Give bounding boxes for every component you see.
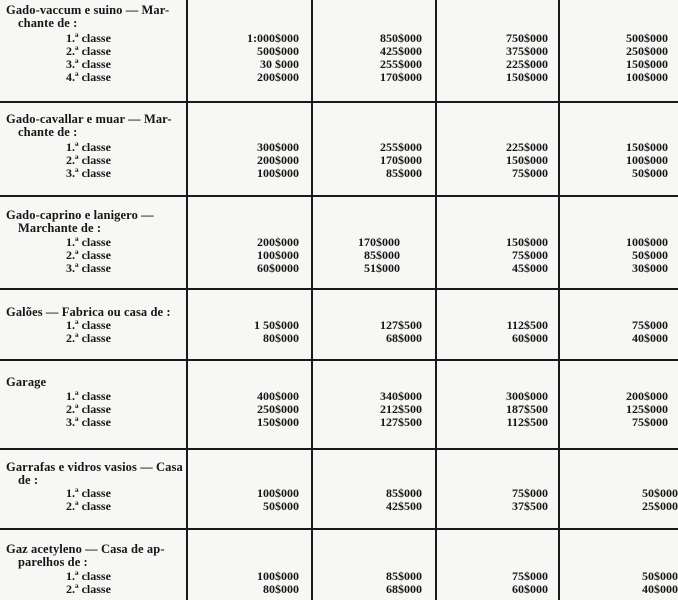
value-cell: 150$000 [626,57,668,71]
value-cell: 112$500 [506,318,548,332]
value-cell: 75$000 [512,569,548,583]
section-rule [0,528,678,530]
class-label: 2.ª classe [66,499,111,513]
value-cell: 200$000 [626,389,668,403]
value-cell: 50$000 [642,569,678,583]
value-cell: 200$000 [257,70,299,84]
value-cell: 51$000 [364,261,400,275]
class-label: 2.ª classe [66,44,111,58]
value-cell: 25$000 [642,499,678,513]
value-cell: 45$000 [512,261,548,275]
class-label: 1.ª classe [66,31,111,45]
value-cell: 75$000 [512,166,548,180]
value-cell: 85$000 [386,569,422,583]
value-cell: 50$000 [642,486,678,500]
value-cell: 150$000 [506,153,548,167]
value-cell: 75$000 [512,486,548,500]
value-cell: 300$000 [257,140,299,154]
value-cell: 425$000 [380,44,422,58]
value-cell: 150$000 [626,140,668,154]
value-cell: 85$000 [386,486,422,500]
class-label: 1.ª classe [66,235,111,249]
value-cell: 112$500 [506,415,548,429]
value-cell: 60$000 [512,582,548,596]
class-label: 3.ª classe [66,415,111,429]
value-cell: 500$000 [257,44,299,58]
value-cell: 212$500 [380,402,422,416]
class-label: 2.ª classe [66,582,111,596]
value-cell: 1:000$000 [247,31,299,45]
value-cell: 340$000 [380,389,422,403]
value-cell: 200$000 [257,235,299,249]
value-cell: 150$000 [257,415,299,429]
value-cell: 375$000 [506,44,548,58]
value-cell: 1 50$000 [254,318,299,332]
value-cell: 60$0000 [257,261,299,275]
class-label: 1.ª classe [66,486,111,500]
value-cell: 100$000 [626,70,668,84]
class-label: 1.ª classe [66,389,111,403]
value-cell: 85$000 [386,166,422,180]
value-cell: 125$000 [626,402,668,416]
value-cell: 100$000 [626,235,668,249]
value-cell: 250$000 [626,44,668,58]
column-rule [435,0,437,600]
class-label: 2.ª classe [66,402,111,416]
value-cell: 170$000 [380,153,422,167]
section-heading: Galões — Fabrica ou casa de : [6,305,171,319]
value-cell: 400$000 [257,389,299,403]
section-rule [0,288,678,290]
value-cell: 150$000 [506,70,548,84]
value-cell: 100$000 [257,486,299,500]
value-cell: 225$000 [506,57,548,71]
value-cell: 150$000 [506,235,548,249]
value-cell: 255$000 [380,57,422,71]
value-cell: 170$000 [358,235,400,249]
value-cell: 300$000 [506,389,548,403]
value-cell: 50$000 [632,248,668,262]
value-cell: 75$000 [632,415,668,429]
section-rule [0,195,678,197]
value-cell: 100$000 [626,153,668,167]
value-cell: 75$000 [512,248,548,262]
value-cell: 40$000 [632,331,668,345]
value-cell: 200$000 [257,153,299,167]
section-heading: Garrafas e vidros vasios — Casa de : [6,460,183,487]
class-label: 1.ª classe [66,569,111,583]
value-cell: 42$500 [386,499,422,513]
class-label: 1.ª classe [66,140,111,154]
value-cell: 68$000 [386,331,422,345]
class-label: 3.ª classe [66,57,111,71]
value-cell: 255$000 [380,140,422,154]
value-cell: 80$000 [263,331,299,345]
value-cell: 50$000 [632,166,668,180]
value-cell: 127$500 [380,318,422,332]
section-rule [0,359,678,361]
section-rule [0,448,678,450]
value-cell: 850$000 [380,31,422,45]
value-cell: 500$000 [626,31,668,45]
column-rule [558,0,560,600]
value-cell: 30 $000 [260,57,299,71]
value-cell: 68$000 [386,582,422,596]
section-heading: Garage [6,375,47,389]
value-cell: 127$500 [380,415,422,429]
section-rule [0,101,678,103]
class-label: 2.ª classe [66,153,111,167]
value-cell: 75$000 [632,318,668,332]
value-cell: 50$000 [263,499,299,513]
value-cell: 80$000 [263,582,299,596]
column-rule [186,0,188,600]
value-cell: 187$500 [506,402,548,416]
value-cell: 100$000 [257,248,299,262]
class-label: 3.ª classe [66,261,111,275]
class-label: 1.ª classe [66,318,111,332]
value-cell: 30$000 [632,261,668,275]
class-label: 2.ª classe [66,248,111,262]
class-label: 4.ª classe [66,70,111,84]
value-cell: 37$500 [512,499,548,513]
section-heading: Gado-cavallar e muar — Mar- chante de : [6,112,172,139]
section-heading: Gado-caprino e lanigero — Marchante de : [6,208,154,235]
column-rule [311,0,313,600]
value-cell: 250$000 [257,402,299,416]
value-cell: 100$000 [257,569,299,583]
value-cell: 750$000 [506,31,548,45]
value-cell: 100$000 [257,166,299,180]
value-cell: 225$000 [506,140,548,154]
class-label: 2.ª classe [66,331,111,345]
class-label: 3.ª classe [66,166,111,180]
section-heading: Gado-vaccum e suino — Mar- chante de : [6,3,170,30]
value-cell: 60$000 [512,331,548,345]
value-cell: 85$000 [364,248,400,262]
value-cell: 40$000 [642,582,678,596]
value-cell: 170$000 [380,70,422,84]
section-heading: Gaz acetyleno — Casa de ap- parelhos de : [6,542,165,569]
